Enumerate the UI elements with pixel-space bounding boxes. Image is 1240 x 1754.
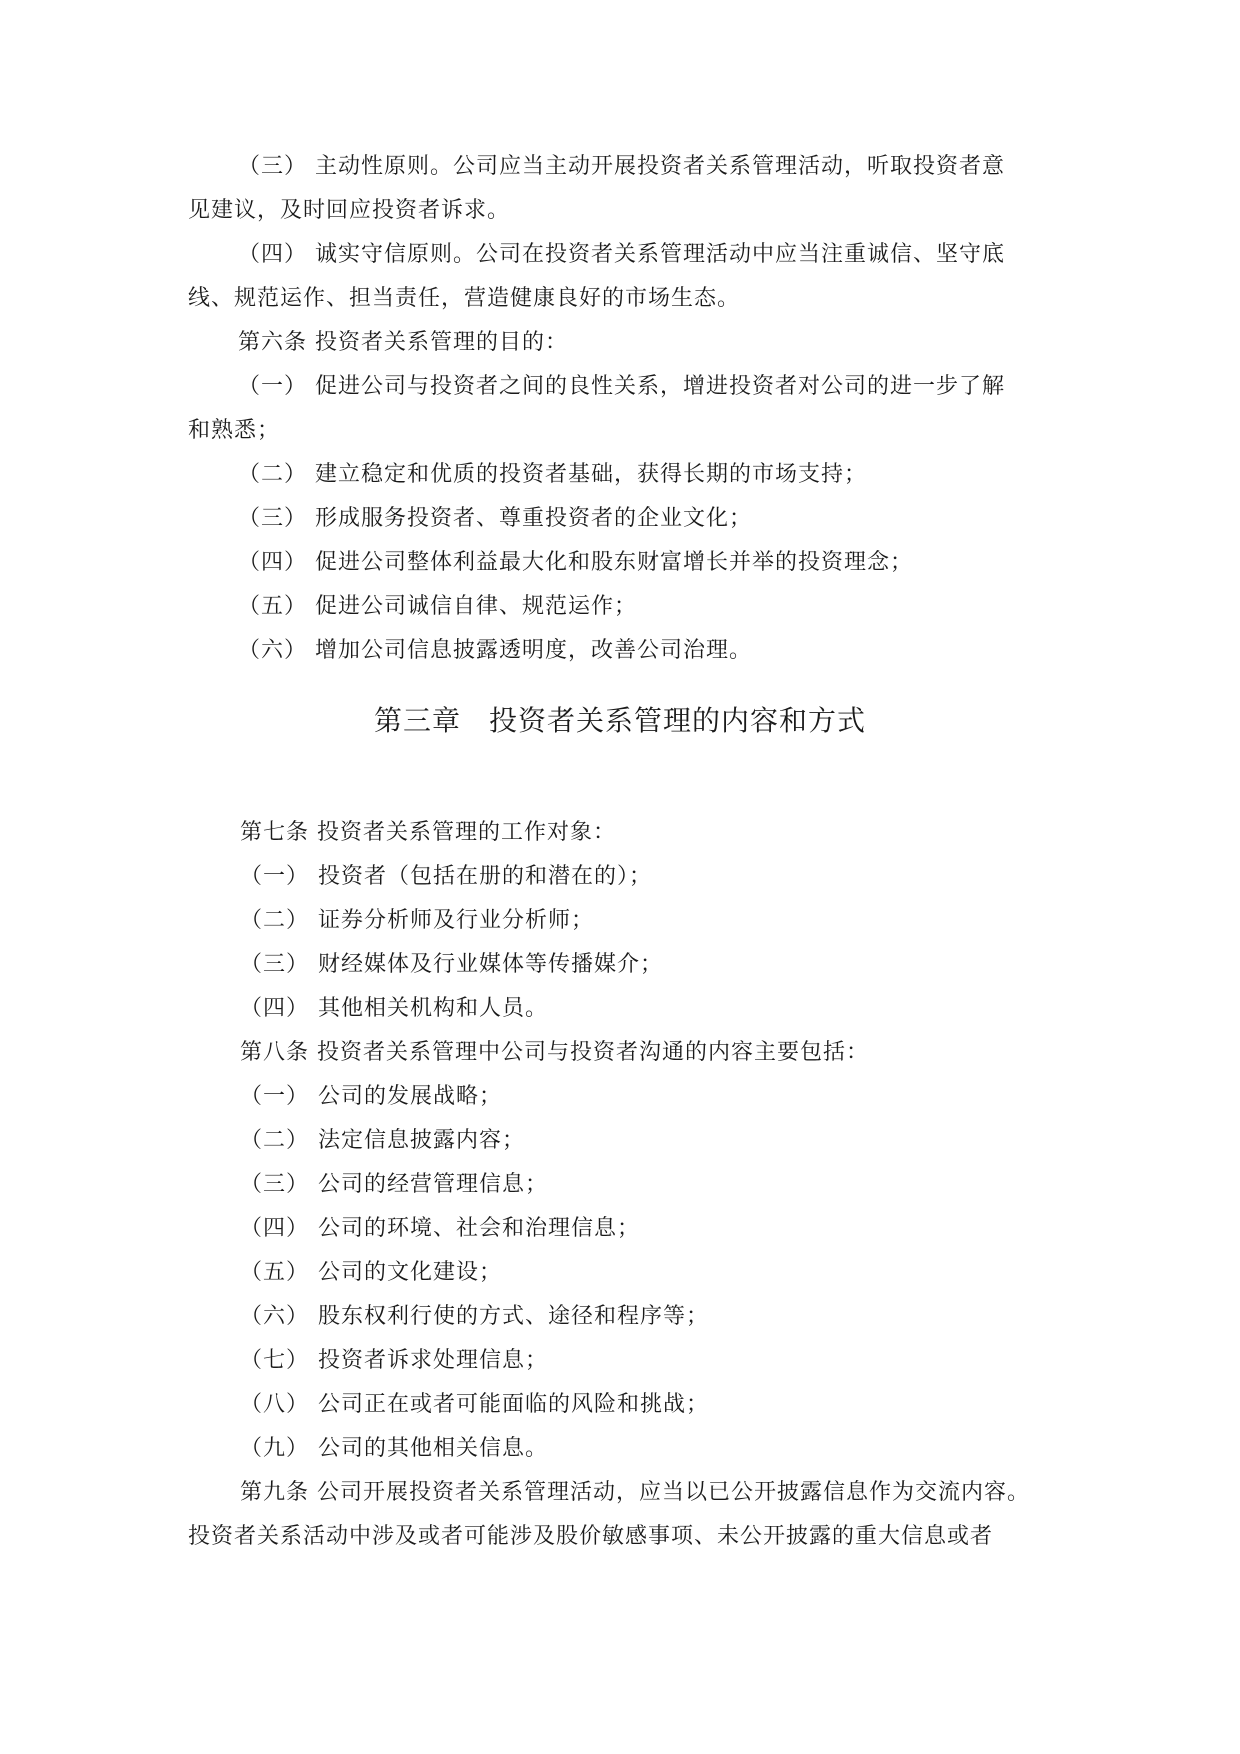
article8-item	[240, 1214, 640, 1244]
item-number: （八）	[240, 1392, 310, 1417]
item-number: （二）	[240, 908, 310, 933]
article6-item1-line1: （一） 促进公司与投资者之间的良性关系，增进投资者对公司的进一步了解	[238, 374, 1005, 399]
article8-item	[240, 1126, 525, 1156]
item-text: 财经媒体及行业媒体等传播媒介；	[318, 952, 664, 977]
item-number: （九）	[240, 1436, 310, 1461]
item-number: （五）	[240, 1260, 310, 1285]
item-text: 公司的发展战略；	[318, 1084, 503, 1109]
article6-item: （三） 形成服务投资者、尊重投资者的企业文化；	[238, 506, 752, 531]
article6-item: （六） 增加公司信息披露透明度，改善公司治理。	[238, 638, 752, 663]
article6-item: （四） 促进公司整体利益最大化和股东财富增长并举的投资理念；	[238, 550, 913, 575]
item-text: 公司的环境、社会和治理信息；	[318, 1216, 641, 1241]
item-text: 投资者（包括在册的和潜在的）；	[318, 864, 653, 889]
item-number: （四）	[240, 1216, 310, 1241]
article9-line2: 投资者关系活动中涉及或者可能涉及股价敏感事项、未公开披露的重大信息或者	[188, 1524, 994, 1549]
article8-item	[240, 1390, 709, 1420]
article8-item	[240, 1434, 548, 1464]
article7-heading: 第七条 投资者关系管理的工作对象：	[240, 820, 616, 845]
item-number: （二）	[240, 1128, 310, 1153]
item-text: 股东权利行使的方式、途径和程序等；	[318, 1304, 710, 1329]
article8-item	[240, 1170, 548, 1200]
chapter-title: 投资者关系管理的内容和方式	[489, 704, 867, 737]
item-number: （六）	[240, 1304, 310, 1329]
article6-item: （五） 促进公司诚信自律、规范运作；	[238, 594, 637, 619]
article7-item	[240, 950, 663, 980]
item-text: 公司正在或者可能面临的风险和挑战；	[318, 1392, 710, 1417]
item-number: （三）	[240, 952, 310, 977]
item-text: 公司的经营管理信息；	[318, 1172, 549, 1197]
article6-item1-line2: 和熟悉；	[188, 418, 281, 443]
item-number: （一）	[240, 1084, 310, 1109]
principle-3-line1: （三） 主动性原则。公司应当主动开展投资者关系管理活动，听取投资者意	[238, 154, 1005, 179]
article8-item	[240, 1258, 502, 1288]
chapter-number: 第三章	[373, 704, 461, 737]
item-text: 投资者诉求处理信息；	[318, 1348, 549, 1373]
item-text: 证券分析师及行业分析师；	[318, 908, 595, 933]
item-number: （四）	[240, 996, 310, 1021]
article6-heading: 第六条 投资者关系管理的目的：	[238, 330, 568, 355]
item-number: （七）	[240, 1348, 310, 1373]
principle-4-line1: （四） 诚实守信原则。公司在投资者关系管理活动中应当注重诚信、坚守底	[238, 242, 1005, 267]
item-text: 公司的文化建设；	[318, 1260, 503, 1285]
article7-item	[240, 906, 594, 936]
item-text: 其他相关机构和人员。	[318, 996, 549, 1021]
article6-item: （二） 建立稳定和优质的投资者基础，获得长期的市场支持；	[238, 462, 867, 487]
item-number: （三）	[240, 1172, 310, 1197]
article8-heading: 第八条 投资者关系管理中公司与投资者沟通的内容主要包括：	[240, 1040, 869, 1065]
article7-item	[240, 862, 652, 892]
article8-item	[240, 1302, 709, 1332]
chapter-heading	[0, 703, 1240, 739]
principle-4-line2: 线、规范运作、担当责任，营造健康良好的市场生态。	[188, 286, 741, 311]
item-text: 法定信息披露内容；	[318, 1128, 526, 1153]
item-number: （一）	[240, 864, 310, 889]
article9-line1: 第九条 公司开展投资者关系管理活动，应当以已公开披露信息作为交流内容。	[240, 1480, 1030, 1505]
article8-item	[240, 1346, 548, 1376]
item-text: 公司的其他相关信息。	[318, 1436, 549, 1461]
article7-item	[240, 994, 548, 1024]
article8-item	[240, 1082, 502, 1112]
principle-3-line2: 见建议，及时回应投资者诉求。	[188, 198, 511, 223]
